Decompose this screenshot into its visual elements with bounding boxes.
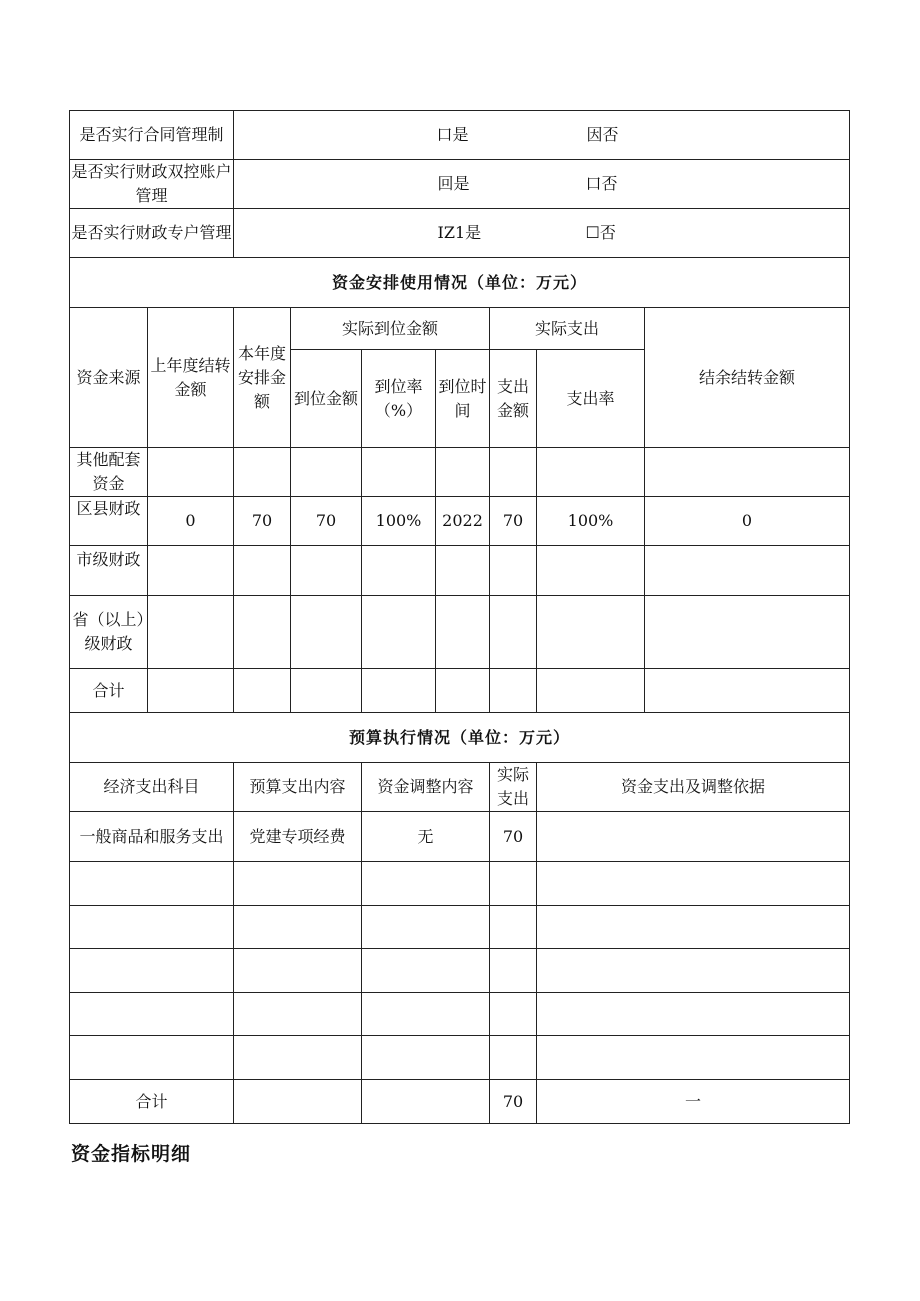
cell-subject [70, 949, 234, 993]
cell-spend-amount [490, 596, 537, 669]
cell-spend-amount: 70 [490, 497, 537, 546]
cell-spend-amount [490, 546, 537, 596]
cell-actual [490, 949, 537, 993]
management-options [234, 111, 850, 160]
cell-content [234, 862, 362, 906]
header-actual-arrival: 实际到位金额 [291, 308, 490, 350]
cell-last-year [148, 448, 234, 497]
cell-balance [645, 546, 850, 596]
cell-spend-amount [490, 669, 537, 713]
header-last-year: 上年度结转金额 [148, 308, 234, 448]
option-no[interactable]: 口否 [585, 174, 618, 193]
header-balance: 结余结转金额 [645, 308, 850, 448]
management-label: 是否实行合同管理制 [70, 111, 234, 160]
cell-source: 省（以上）级财政 [70, 596, 148, 669]
cell-actual: 70 [490, 1080, 537, 1124]
budget-row [70, 906, 850, 949]
cell-arrival-rate [362, 448, 436, 497]
cell-spend-rate [537, 546, 645, 596]
cell-content [234, 906, 362, 949]
management-row-contract [70, 111, 850, 160]
header-subject: 经济支出科目 [70, 763, 234, 812]
cell-basis [537, 1036, 850, 1080]
cell-arrival-time [436, 546, 490, 596]
option-yes[interactable]: 口是 [436, 125, 469, 144]
cell-balance [645, 448, 850, 497]
cell-content [234, 993, 362, 1036]
cell-adjust [362, 949, 490, 993]
header-basis: 资金支出及调整依据 [537, 763, 850, 812]
cell-arrival-amount: 70 [291, 497, 362, 546]
cell-source: 其他配套资金 [70, 448, 148, 497]
cell-arrival-time: 2022 [436, 497, 490, 546]
header-spend-rate: 支出率 [537, 350, 645, 448]
option-yes[interactable]: IZ1是 [437, 223, 482, 242]
cell-adjust [362, 993, 490, 1036]
cell-source: 区县财政 [70, 497, 148, 546]
cell-spend-rate [537, 448, 645, 497]
cell-content [234, 949, 362, 993]
budget-row [70, 812, 850, 862]
header-this-year: 本年度安排金额 [234, 308, 291, 448]
management-row-dual-account [70, 160, 850, 209]
funds-row [70, 546, 850, 596]
management-label: 是否实行财政专户管理 [70, 209, 234, 258]
header-actual: 实际支出 [490, 763, 537, 812]
budget-section-row [70, 713, 850, 763]
cell-basis [537, 812, 850, 862]
cell-arrival-rate [362, 596, 436, 669]
cell-last-year [148, 546, 234, 596]
cell-this-year [234, 669, 291, 713]
cell-actual [490, 906, 537, 949]
budget-row [70, 993, 850, 1036]
cell-balance [645, 596, 850, 669]
cell-this-year [234, 546, 291, 596]
budget-row [70, 949, 850, 993]
cell-adjust [362, 906, 490, 949]
cell-arrival-rate [362, 546, 436, 596]
cell-subject [70, 906, 234, 949]
cell-total-label: 合计 [70, 1080, 234, 1124]
cell-actual [490, 862, 537, 906]
cell-content [234, 1036, 362, 1080]
cell-arrival-amount [291, 669, 362, 713]
cell-arrival-amount [291, 596, 362, 669]
cell-basis [537, 906, 850, 949]
cell-basis [537, 993, 850, 1036]
budget-total-row [70, 1080, 850, 1124]
cell-spend-rate [537, 669, 645, 713]
cell-arrival-rate: 100% [362, 497, 436, 546]
header-arrival-rate: 到位率（%） [362, 350, 436, 448]
funds-row [70, 596, 850, 669]
management-row-special-account [70, 209, 850, 258]
cell-balance: 0 [645, 497, 850, 546]
cell-adjust [362, 862, 490, 906]
cell-subject: 一般商品和服务支出 [70, 812, 234, 862]
cell-subject [70, 993, 234, 1036]
cell-subject [70, 862, 234, 906]
cell-balance [645, 669, 850, 713]
cell-actual [490, 1036, 537, 1080]
header-actual-spend: 实际支出 [490, 308, 645, 350]
cell-arrival-time [436, 669, 490, 713]
cell-last-year: 0 [148, 497, 234, 546]
management-options [234, 209, 850, 258]
funds-section-title: 资金安排使用情况（单位：万元） [70, 258, 850, 308]
cell-adjust [362, 1080, 490, 1124]
cell-arrival-rate [362, 669, 436, 713]
cell-spend-rate: 100% [537, 497, 645, 546]
option-no[interactable]: ☐否 [585, 223, 616, 242]
budget-section-title: 预算执行情况（单位：万元） [70, 713, 850, 763]
cell-basis: 一 [537, 1080, 850, 1124]
cell-arrival-amount [291, 546, 362, 596]
management-options [234, 160, 850, 209]
cell-last-year [148, 669, 234, 713]
funds-total-row [70, 669, 850, 713]
cell-subject [70, 1036, 234, 1080]
funds-row [70, 448, 850, 497]
cell-basis [537, 949, 850, 993]
cell-last-year [148, 596, 234, 669]
header-spend-amount: 支出金额 [490, 350, 537, 448]
budget-row [70, 862, 850, 906]
cell-basis [537, 862, 850, 906]
cell-spend-rate [537, 596, 645, 669]
header-arrival-time: 到位时间 [436, 350, 490, 448]
header-arrival-amount: 到位金额 [291, 350, 362, 448]
cell-adjust [362, 1036, 490, 1080]
funds-row [70, 497, 850, 546]
cell-actual [490, 993, 537, 1036]
funds-header-row-1 [70, 308, 850, 350]
budget-row [70, 1036, 850, 1080]
fund-indicator-detail-title: 资金指标明细 [71, 1143, 192, 1165]
funds-section-row [70, 258, 850, 308]
management-label: 是否实行财政双控账户管理 [70, 160, 234, 209]
cell-content [234, 1080, 362, 1124]
option-yes[interactable]: 回是 [437, 174, 470, 193]
budget-header-row [70, 763, 850, 812]
cell-arrival-time [436, 596, 490, 669]
header-content: 预算支出内容 [234, 763, 362, 812]
header-source: 资金来源 [70, 308, 148, 448]
cell-adjust: 无 [362, 812, 490, 862]
cell-source: 市级财政 [70, 546, 148, 596]
option-no[interactable]: 因否 [586, 125, 619, 144]
cell-arrival-time [436, 448, 490, 497]
cell-content: 党建专项经费 [234, 812, 362, 862]
performance-report-table [69, 110, 850, 1124]
cell-source: 合计 [70, 669, 148, 713]
cell-this-year [234, 596, 291, 669]
header-adjust: 资金调整内容 [362, 763, 490, 812]
cell-arrival-amount [291, 448, 362, 497]
cell-spend-amount [490, 448, 537, 497]
cell-this-year: 70 [234, 497, 291, 546]
cell-actual: 70 [490, 812, 537, 862]
cell-this-year [234, 448, 291, 497]
